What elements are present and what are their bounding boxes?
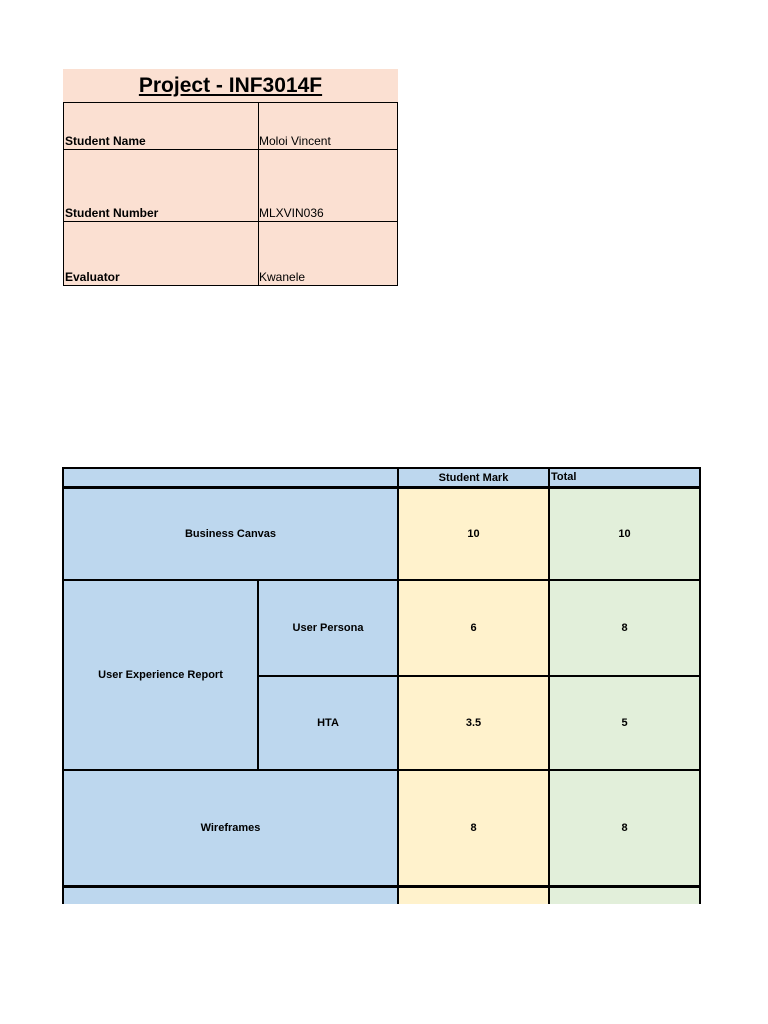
next-section-total: [549, 886, 700, 904]
total-header: Total: [549, 468, 700, 488]
student-name-value[interactable]: Moloi Vincent: [259, 134, 331, 148]
user-persona-total: 8: [549, 580, 700, 676]
next-section-student-mark[interactable]: [398, 886, 549, 904]
grid-line: [62, 486, 701, 489]
grid-line: [62, 467, 701, 469]
wireframes-total: 8: [549, 770, 700, 886]
header-blank-cell: [63, 468, 398, 488]
evaluator-row: [63, 221, 398, 286]
evaluator-value[interactable]: Kwanele: [259, 270, 306, 284]
next-section-label: [63, 886, 398, 904]
grid-line: [397, 467, 399, 904]
hta-total: 5: [549, 676, 700, 770]
student-name-row: [63, 102, 398, 150]
business-canvas-label: Business Canvas: [63, 488, 398, 580]
user-persona-student-mark[interactable]: 6: [398, 580, 549, 676]
business-canvas-student-mark[interactable]: 10: [398, 488, 549, 580]
grid-line: [62, 769, 701, 771]
grid-line: [257, 580, 259, 770]
evaluator-label: Evaluator: [65, 270, 120, 284]
grid-line: [258, 675, 701, 677]
business-canvas-total: 10: [549, 488, 700, 580]
grid-line: [699, 467, 701, 904]
hta-student-mark[interactable]: 3.5: [398, 676, 549, 770]
student-mark-header: Student Mark: [398, 468, 549, 488]
grid-line: [62, 579, 701, 581]
student-number-label: Student Number: [65, 206, 159, 220]
grid-line: [548, 467, 550, 904]
project-title: Project - INF3014F: [63, 69, 398, 102]
user-persona-label: User Persona: [258, 580, 398, 676]
hta-label: HTA: [258, 676, 398, 770]
wireframes-label: Wireframes: [63, 770, 398, 886]
student-number-value[interactable]: MLXVIN036: [259, 206, 324, 220]
grid-line: [62, 885, 701, 888]
wireframes-student-mark[interactable]: 8: [398, 770, 549, 886]
grid-line: [62, 467, 64, 904]
student-name-label: Student Name: [65, 134, 146, 148]
student-number-row: [63, 149, 398, 222]
user-experience-report-label: User Experience Report: [63, 580, 258, 770]
